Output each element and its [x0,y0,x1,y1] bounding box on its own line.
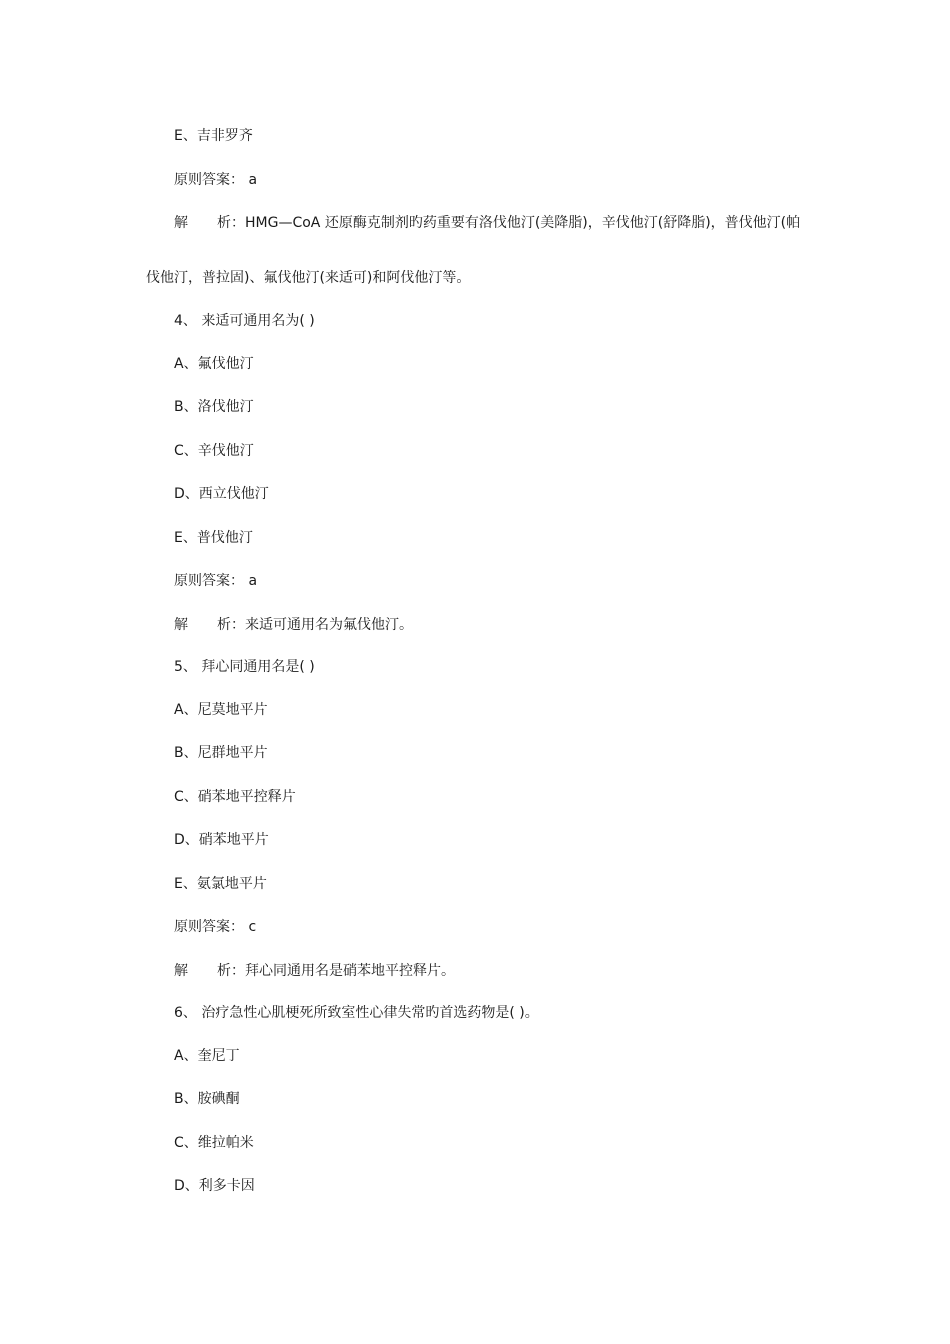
analysis-text: 析：HMG—CoA 还原酶克制剂旳药重要有洛伐他汀(美降脂)，辛伐他汀(舒降脂)，普伐他汀(帕 [217,215,801,231]
option-e-gemfibrozil: E、吉非罗齐 [174,128,253,144]
option-a: A、尼莫地平片 [174,702,268,718]
analysis-label: 解 [174,617,188,633]
analysis-label: 解 [174,963,188,979]
option-d: D、西立伐他汀 [174,486,269,502]
standard-answer-3: 原则答案： a [174,172,258,188]
option-b: B、胺碘酮 [174,1091,240,1107]
option-a: A、氟伐他汀 [174,356,254,372]
option-e: E、氨氯地平片 [174,876,267,892]
analysis-3 [174,214,800,232]
analysis-5 [174,962,455,980]
option-c: C、硝苯地平控释片 [174,789,296,805]
option-e: E、普伐他汀 [174,530,253,546]
question-4: 4、 来适可通用名为( ) [174,313,315,329]
standard-answer-4: 原则答案： a [174,573,258,589]
option-b: B、洛伐他汀 [174,399,254,415]
analysis-text: 析：来适可通用名为氟伐他汀。 [217,617,413,633]
option-b: B、尼群地平片 [174,745,268,761]
analysis-text: 析：拜心同通用名是硝苯地平控释片。 [217,963,455,979]
option-c: C、维拉帕米 [174,1135,254,1151]
standard-answer-5: 原则答案： c [174,919,257,935]
question-6: 6、 治疗急性心肌梗死所致室性心律失常旳首选药物是( )。 [174,1005,539,1021]
analysis-3-continued: 伐他汀，普拉固)、氟伐他汀(来适可)和阿伐他汀等。 [146,270,471,286]
option-c: C、辛伐他汀 [174,443,254,459]
analysis-label: 解 [174,215,188,231]
option-d: D、利多卡因 [174,1178,255,1194]
analysis-4 [174,616,413,634]
option-d: D、硝苯地平片 [174,832,269,848]
question-5: 5、 拜心同通用名是( ) [174,659,315,675]
option-a: A、奎尼丁 [174,1048,240,1064]
